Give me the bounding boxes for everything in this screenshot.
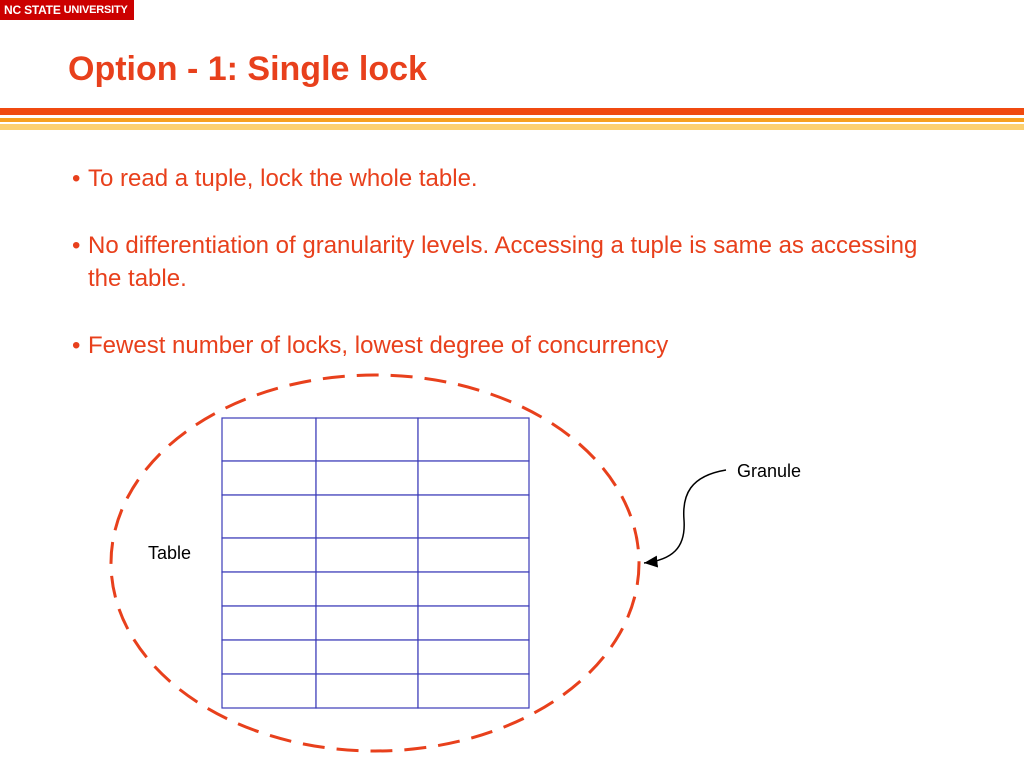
granule-arrow	[644, 470, 726, 563]
table-cell	[316, 538, 418, 572]
bullet-dot: •	[72, 332, 81, 359]
logo-bold-text: NC STATE	[4, 3, 61, 17]
table-cell	[418, 606, 529, 640]
table-cell	[222, 538, 316, 572]
table-cell	[316, 495, 418, 538]
slide-title: Option - 1: Single lock	[68, 50, 427, 88]
bullet-dot: •	[72, 232, 81, 259]
table-cell	[222, 418, 316, 461]
table-cell	[418, 640, 529, 674]
table-cell	[316, 674, 418, 708]
table-cell	[418, 572, 529, 606]
table-cell	[316, 572, 418, 606]
granule-label: Granule	[737, 461, 802, 481]
table-cell	[222, 495, 316, 538]
bullet-text: To read a tuple, lock the whole table.	[88, 165, 478, 192]
table-cell	[222, 461, 316, 495]
table-grid	[222, 418, 529, 708]
table-cell	[222, 606, 316, 640]
bullet-text: No differentiation of granularity levels. Accessing a tuple is same as accessing the table.	[88, 232, 918, 292]
table-cell	[222, 640, 316, 674]
table-cell	[418, 461, 529, 495]
table-cell	[316, 418, 418, 461]
table-cell	[418, 674, 529, 708]
table-cell	[222, 674, 316, 708]
table-label: Table	[148, 543, 192, 563]
table-cell	[418, 538, 529, 572]
logo-rest-text: UNIVERSITY	[63, 4, 128, 16]
bullet-dot: •	[72, 165, 81, 192]
bullet-text: Fewest number of locks, lowest degree of concurrency	[88, 332, 669, 359]
table-cell	[316, 606, 418, 640]
table-cell	[418, 495, 529, 538]
table-cell	[418, 418, 529, 461]
table-cell	[222, 572, 316, 606]
table-cell	[316, 461, 418, 495]
table-cell	[316, 640, 418, 674]
